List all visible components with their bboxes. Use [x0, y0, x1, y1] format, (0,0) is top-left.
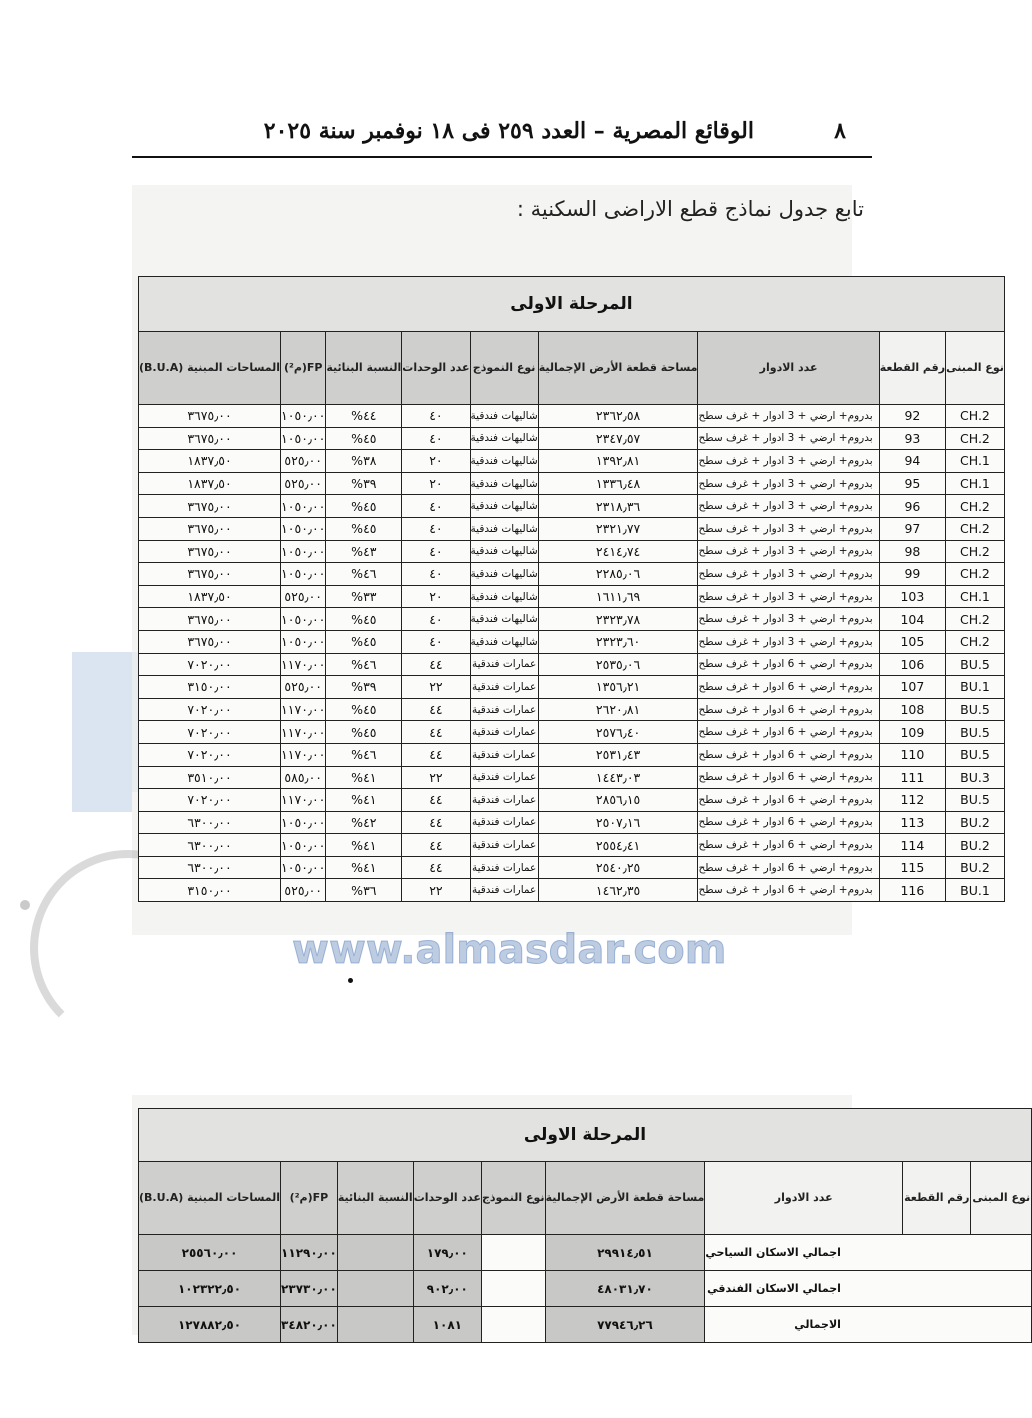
- building-type-cell: BU.3: [946, 766, 1005, 789]
- summary-model-cell: [481, 1235, 545, 1271]
- land-area-cell: ١٤٦٢٫٣٥: [538, 879, 698, 902]
- bua-cell: ٧٠٢٠٫٠٠: [139, 743, 281, 766]
- floors-cell: بدروم+ ارضي + 6 ادوار + غرف سطح: [698, 743, 879, 766]
- units-cell: ٤٠: [402, 495, 470, 518]
- building-type-cell: BU.5: [946, 698, 1005, 721]
- fp-cell: ١٠٥٠٫٠٠: [281, 834, 326, 857]
- fp-cell: ١٠٥٠٫٠٠: [281, 517, 326, 540]
- plot-number-cell: 116: [879, 879, 945, 902]
- table-row: [139, 405, 1005, 428]
- summary-col-units: عدد الوحدات: [413, 1162, 481, 1235]
- plot-number-cell: 103: [879, 585, 945, 608]
- units-cell: ٤٤: [402, 811, 470, 834]
- table-caption: تابع جدول نماذج قطع الاراضى السكنية :: [516, 197, 864, 221]
- summary-model-cell: [481, 1271, 545, 1307]
- model-type-cell: عمارات فندقية: [470, 743, 538, 766]
- floors-cell: بدروم+ ارضي + 6 ادوار + غرف سطح: [698, 811, 879, 834]
- land-area-cell: ٢٥٣٥٫٠٦: [538, 653, 698, 676]
- summary-row: [139, 1307, 1032, 1343]
- floors-cell: بدروم+ ارضي + 3 ادوار + غرف سطح: [698, 405, 879, 428]
- plot-number-cell: 104: [879, 608, 945, 631]
- building-type-cell: BU.1: [946, 879, 1005, 902]
- table-row: [139, 630, 1005, 653]
- floors-cell: بدروم+ ارضي + 3 ادوار + غرف سطح: [698, 495, 879, 518]
- plot-number-cell: 93: [879, 427, 945, 450]
- page-number: ٨: [834, 118, 846, 144]
- summary-col-coverage: النسبة البنائية: [337, 1162, 413, 1235]
- summary-fp-cell: ١١٢٩٠٫٠٠: [281, 1235, 338, 1271]
- plot-number-cell: 94: [879, 450, 945, 473]
- units-cell: ٤٤: [402, 721, 470, 744]
- land-area-cell: ١٤٤٣٫٠٣: [538, 766, 698, 789]
- model-type-cell: شاليهات فندقية: [470, 540, 538, 563]
- land-area-cell: ٢٨٥٦٫١٥: [538, 789, 698, 812]
- table-row: [139, 427, 1005, 450]
- summary-units-cell: ٩٠٢٫٠٠: [413, 1271, 481, 1307]
- model-type-cell: شاليهات فندقية: [470, 405, 538, 428]
- land-area-cell: ١٣٥٦٫٢١: [538, 676, 698, 699]
- summary-fp-cell: ٣٤٨٢٠٫٠٠: [281, 1307, 338, 1343]
- fp-cell: ١٠٥٠٫٠٠: [281, 856, 326, 879]
- plot-number-cell: 111: [879, 766, 945, 789]
- coverage-cell: ٤١%: [326, 834, 402, 857]
- summary-area-cell: ٤٨٠٣١٫٧٠: [545, 1271, 705, 1307]
- building-type-cell: BU.2: [946, 834, 1005, 857]
- building-type-cell: CH.2: [946, 630, 1005, 653]
- plot-number-cell: 99: [879, 563, 945, 586]
- model-type-cell: شاليهات فندقية: [470, 563, 538, 586]
- fp-cell: ٥٨٥٫٠٠: [281, 766, 326, 789]
- summary-bua-cell: ١٢٧٨٨٢٫٥٠: [139, 1307, 281, 1343]
- summary-units-cell: ١٠٨١: [413, 1307, 481, 1343]
- land-area-cell: ٢٣٢١٫٧٧: [538, 517, 698, 540]
- table-row: [139, 676, 1005, 699]
- table-row: [139, 834, 1005, 857]
- table-row: [139, 698, 1005, 721]
- building-type-cell: CH.1: [946, 472, 1005, 495]
- summary-col-land-area: مساحة قطعة الأرض الإجمالية: [545, 1162, 705, 1235]
- floors-cell: بدروم+ ارضي + 3 ادوار + غرف سطح: [698, 450, 879, 473]
- coverage-cell: ٤٥%: [326, 427, 402, 450]
- col-building-type: نوع المبنى: [946, 332, 1005, 405]
- building-type-cell: BU.2: [946, 811, 1005, 834]
- floors-cell: بدروم+ ارضي + 6 ادوار + غرف سطح: [698, 766, 879, 789]
- col-floors: عدد الادوار: [698, 332, 879, 405]
- fp-cell: ١١٧٠٫٠٠: [281, 653, 326, 676]
- summary-coverage-cell: [337, 1271, 413, 1307]
- units-cell: ٢٠: [402, 585, 470, 608]
- coverage-cell: ٤٦%: [326, 563, 402, 586]
- phase-title-row: [139, 277, 1005, 332]
- bua-cell: ٧٠٢٠٫٠٠: [139, 789, 281, 812]
- land-area-cell: ٢٥٣١٫٤٣: [538, 743, 698, 766]
- summary-units-cell: ١٧٩٫٠٠: [413, 1235, 481, 1271]
- floors-cell: بدروم+ ارضي + 3 ادوار + غرف سطح: [698, 517, 879, 540]
- floors-cell: بدروم+ ارضي + 6 ادوار + غرف سطح: [698, 653, 879, 676]
- coverage-cell: ٤٤%: [326, 405, 402, 428]
- col-bua: المساحات المبنية (B.U.A): [139, 332, 281, 405]
- units-cell: ٢٢: [402, 879, 470, 902]
- fp-cell: ١٠٥٠٫٠٠: [281, 563, 326, 586]
- col-land-area: مساحة قطعة الأرض الإجمالية: [538, 332, 698, 405]
- bua-cell: ٦٣٠٠٫٠٠: [139, 811, 281, 834]
- fp-cell: ٥٢٥٫٠٠: [281, 879, 326, 902]
- fp-cell: ١٠٥٠٫٠٠: [281, 495, 326, 518]
- units-cell: ٤٤: [402, 653, 470, 676]
- fp-cell: ١٠٥٠٫٠٠: [281, 630, 326, 653]
- fp-cell: ٥٢٥٫٠٠: [281, 472, 326, 495]
- coverage-cell: ٣٩%: [326, 472, 402, 495]
- summary-model-cell: [481, 1307, 545, 1343]
- units-cell: ٤٠: [402, 608, 470, 631]
- plot-number-cell: 98: [879, 540, 945, 563]
- units-cell: ٤٤: [402, 698, 470, 721]
- bua-cell: ٣٦٧٥٫٠٠: [139, 405, 281, 428]
- table-row: [139, 495, 1005, 518]
- land-area-cell: ٢٣٦٢٫٥٨: [538, 405, 698, 428]
- floors-cell: بدروم+ ارضي + 3 ادوار + غرف سطح: [698, 608, 879, 631]
- table-row: [139, 472, 1005, 495]
- stray-mark: [348, 978, 353, 983]
- summary-fp-cell: ٢٣٧٣٠٫٠٠: [281, 1271, 338, 1307]
- floors-cell: بدروم+ ارضي + 6 ادوار + غرف سطح: [698, 856, 879, 879]
- plot-number-cell: 115: [879, 856, 945, 879]
- table-body: [139, 405, 1005, 902]
- floors-cell: بدروم+ ارضي + 3 ادوار + غرف سطح: [698, 563, 879, 586]
- building-type-cell: CH.2: [946, 427, 1005, 450]
- floors-cell: بدروم+ ارضي + 6 ادوار + غرف سطح: [698, 698, 879, 721]
- plot-number-cell: 114: [879, 834, 945, 857]
- coverage-cell: ٤٥%: [326, 608, 402, 631]
- land-area-cell: ١٣٩٢٫٨١: [538, 450, 698, 473]
- table-row: [139, 563, 1005, 586]
- col-fp: FP(م²): [281, 332, 326, 405]
- watermark-url: www.almasdar.com: [292, 927, 727, 973]
- summary-bua-cell: ٢٥٥٦٠٫٠٠: [139, 1235, 281, 1271]
- model-type-cell: عمارات فندقية: [470, 879, 538, 902]
- building-type-cell: BU.5: [946, 743, 1005, 766]
- summary-col-model-type: نوع النموذج: [481, 1162, 545, 1235]
- summary-coverage-cell: [337, 1307, 413, 1343]
- bua-cell: ٧٠٢٠٫٠٠: [139, 698, 281, 721]
- floors-cell: بدروم+ ارضي + 6 ادوار + غرف سطح: [698, 676, 879, 699]
- bua-cell: ٣٦٧٥٫٠٠: [139, 517, 281, 540]
- building-type-cell: CH.2: [946, 608, 1005, 631]
- summary-label: اجمالي الاسكان الفندقي: [705, 1271, 1032, 1307]
- model-type-cell: شاليهات فندقية: [470, 472, 538, 495]
- plot-number-cell: 109: [879, 721, 945, 744]
- coverage-cell: ٤٢%: [326, 811, 402, 834]
- summary-label: الاجمالي: [705, 1307, 1032, 1343]
- floors-cell: بدروم+ ارضي + 6 ادوار + غرف سطح: [698, 834, 879, 857]
- fp-cell: ٥٢٥٫٠٠: [281, 676, 326, 699]
- summary-col-floors: عدد الادوار: [705, 1162, 903, 1235]
- floors-cell: بدروم+ ارضي + 3 ادوار + غرف سطح: [698, 540, 879, 563]
- coverage-cell: ٤٥%: [326, 630, 402, 653]
- land-area-cell: ٢٥٤٠٫٢٥: [538, 856, 698, 879]
- coverage-cell: ٤٥%: [326, 721, 402, 744]
- units-cell: ٤٠: [402, 405, 470, 428]
- model-type-cell: شاليهات فندقية: [470, 427, 538, 450]
- summary-col-plot-no: رقم القطعة: [903, 1162, 971, 1235]
- model-type-cell: شاليهات فندقية: [470, 608, 538, 631]
- bua-cell: ٦٣٠٠٫٠٠: [139, 834, 281, 857]
- model-type-cell: عمارات فندقية: [470, 856, 538, 879]
- land-area-cell: ٢٥٧٦٫٤٠: [538, 721, 698, 744]
- table-row: [139, 721, 1005, 744]
- watermark-bar-left: [72, 652, 132, 812]
- summary-coverage-cell: [337, 1235, 413, 1271]
- floors-cell: بدروم+ ارضي + 3 ادوار + غرف سطح: [698, 427, 879, 450]
- land-area-cell: ٢٦٢٠٫٨١: [538, 698, 698, 721]
- col-plot-no: رقم القطعة: [879, 332, 945, 405]
- fp-cell: ١١٧٠٫٠٠: [281, 743, 326, 766]
- coverage-cell: ٣٩%: [326, 676, 402, 699]
- model-type-cell: عمارات فندقية: [470, 834, 538, 857]
- fp-cell: ١٠٥٠٫٠٠: [281, 811, 326, 834]
- coverage-cell: ٣٣%: [326, 585, 402, 608]
- model-type-cell: عمارات فندقية: [470, 676, 538, 699]
- units-cell: ٤٠: [402, 563, 470, 586]
- coverage-cell: ٣٦%: [326, 879, 402, 902]
- table-row: [139, 517, 1005, 540]
- summary-header-row: [139, 1162, 1032, 1235]
- bua-cell: ٣٥١٠٫٠٠: [139, 766, 281, 789]
- bua-cell: ١٨٣٧٫٥٠: [139, 450, 281, 473]
- land-area-cell: ٢٥٥٤٫٤١: [538, 834, 698, 857]
- model-type-cell: شاليهات فندقية: [470, 585, 538, 608]
- building-type-cell: CH.2: [946, 405, 1005, 428]
- bua-cell: ٣٦٧٥٫٠٠: [139, 540, 281, 563]
- building-type-cell: CH.2: [946, 495, 1005, 518]
- summary-table: [138, 1108, 1032, 1343]
- building-type-cell: BU.5: [946, 721, 1005, 744]
- fp-cell: ١١٧٠٫٠٠: [281, 721, 326, 744]
- building-type-cell: CH.2: [946, 563, 1005, 586]
- coverage-cell: ٤٣%: [326, 540, 402, 563]
- table-row: [139, 608, 1005, 631]
- bua-cell: ٣٦٧٥٫٠٠: [139, 495, 281, 518]
- summary-area-cell: ٧٧٩٤٦٫٢٦: [545, 1307, 705, 1343]
- units-cell: ٢٠: [402, 450, 470, 473]
- plot-number-cell: 113: [879, 811, 945, 834]
- floors-cell: بدروم+ ارضي + 3 ادوار + غرف سطح: [698, 630, 879, 653]
- building-type-cell: CH.1: [946, 585, 1005, 608]
- seal-dot: [20, 900, 30, 910]
- col-units: عدد الوحدات: [402, 332, 470, 405]
- units-cell: ٤٠: [402, 630, 470, 653]
- units-cell: ٤٤: [402, 789, 470, 812]
- building-type-cell: BU.1: [946, 676, 1005, 699]
- table-row: [139, 766, 1005, 789]
- fp-cell: ١١٧٠٫٠٠: [281, 698, 326, 721]
- model-type-cell: عمارات فندقية: [470, 789, 538, 812]
- table-row: [139, 789, 1005, 812]
- building-type-cell: BU.2: [946, 856, 1005, 879]
- column-header-row: [139, 332, 1005, 405]
- bua-cell: ٣١٥٠٫٠٠: [139, 879, 281, 902]
- table-row: [139, 743, 1005, 766]
- bua-cell: ٦٣٠٠٫٠٠: [139, 856, 281, 879]
- coverage-cell: ٤١%: [326, 856, 402, 879]
- units-cell: ٤٤: [402, 743, 470, 766]
- summary-body: [139, 1235, 1032, 1343]
- summary-bua-cell: ١٠٢٣٢٢٫٥٠: [139, 1271, 281, 1307]
- table-row: [139, 585, 1005, 608]
- units-cell: ٤٤: [402, 834, 470, 857]
- fp-cell: ١٠٥٠٫٠٠: [281, 427, 326, 450]
- floors-cell: بدروم+ ارضي + 3 ادوار + غرف سطح: [698, 585, 879, 608]
- bua-cell: ٣١٥٠٫٠٠: [139, 676, 281, 699]
- bua-cell: ٣٦٧٥٫٠٠: [139, 427, 281, 450]
- col-model-type: نوع النموذج: [470, 332, 538, 405]
- land-area-cell: ٢٢٨٥٫٠٦: [538, 563, 698, 586]
- land-area-cell: ١٣٣٦٫٤٨: [538, 472, 698, 495]
- units-cell: ٤٠: [402, 427, 470, 450]
- plot-number-cell: 105: [879, 630, 945, 653]
- plot-number-cell: 106: [879, 653, 945, 676]
- coverage-cell: ٤١%: [326, 766, 402, 789]
- table-row: [139, 540, 1005, 563]
- floors-cell: بدروم+ ارضي + 6 ادوار + غرف سطح: [698, 789, 879, 812]
- fp-cell: ٥٢٥٫٠٠: [281, 585, 326, 608]
- fp-cell: ١٠٥٠٫٠٠: [281, 405, 326, 428]
- floors-cell: بدروم+ ارضي + 6 ادوار + غرف سطح: [698, 721, 879, 744]
- table-row: [139, 856, 1005, 879]
- model-type-cell: شاليهات فندقية: [470, 450, 538, 473]
- floors-cell: بدروم+ ارضي + 3 ادوار + غرف سطح: [698, 472, 879, 495]
- plot-number-cell: 96: [879, 495, 945, 518]
- land-area-cell: ٢٣٤٧٫٥٧: [538, 427, 698, 450]
- units-cell: ٤٠: [402, 517, 470, 540]
- plots-table: [138, 276, 1005, 902]
- units-cell: ٢٠: [402, 472, 470, 495]
- summary-col-fp: FP(م²): [281, 1162, 338, 1235]
- building-type-cell: BU.5: [946, 653, 1005, 676]
- table-row: [139, 811, 1005, 834]
- bua-cell: ٣٦٧٥٫٠٠: [139, 563, 281, 586]
- bua-cell: ٣٦٧٥٫٠٠: [139, 608, 281, 631]
- table-row: [139, 450, 1005, 473]
- fp-cell: ١١٧٠٫٠٠: [281, 789, 326, 812]
- header-title: الوقائع المصرية – العدد ٢٥٩ فى ١٨ نوفمبر سنة ٢٠٢٥: [263, 118, 754, 144]
- fp-cell: ١٠٥٠٫٠٠: [281, 608, 326, 631]
- fp-cell: ١٠٥٠٫٠٠: [281, 540, 326, 563]
- model-type-cell: عمارات فندقية: [470, 811, 538, 834]
- phase-title: المرحلة الاولى: [139, 277, 1005, 332]
- model-type-cell: شاليهات فندقية: [470, 630, 538, 653]
- building-type-cell: BU.5: [946, 789, 1005, 812]
- model-type-cell: عمارات فندقية: [470, 766, 538, 789]
- summary-label: اجمالي الاسكان السياحي: [705, 1235, 1032, 1271]
- land-area-cell: ١٦١١٫٦٩: [538, 585, 698, 608]
- units-cell: ٢٢: [402, 676, 470, 699]
- summary-col-bua: المساحات المبنية (B.U.A): [139, 1162, 281, 1235]
- land-area-cell: ٢٤١٤٫٧٤: [538, 540, 698, 563]
- table-row: [139, 879, 1005, 902]
- bua-cell: ١٨٣٧٫٥٠: [139, 472, 281, 495]
- bua-cell: ٧٠٢٠٫٠٠: [139, 653, 281, 676]
- plot-number-cell: 92: [879, 405, 945, 428]
- coverage-cell: ٣٨%: [326, 450, 402, 473]
- summary-phase-row: [139, 1109, 1032, 1162]
- model-type-cell: عمارات فندقية: [470, 698, 538, 721]
- model-type-cell: شاليهات فندقية: [470, 517, 538, 540]
- land-area-cell: ٢٣٢٣٫٦٠: [538, 630, 698, 653]
- plot-number-cell: 107: [879, 676, 945, 699]
- summary-row: [139, 1271, 1032, 1307]
- building-type-cell: CH.1: [946, 450, 1005, 473]
- coverage-cell: ٤٥%: [326, 495, 402, 518]
- plot-number-cell: 97: [879, 517, 945, 540]
- model-type-cell: شاليهات فندقية: [470, 495, 538, 518]
- page-header: [132, 108, 872, 158]
- coverage-cell: ٤١%: [326, 789, 402, 812]
- coverage-cell: ٤٥%: [326, 698, 402, 721]
- table-row: [139, 653, 1005, 676]
- bua-cell: ٧٠٢٠٫٠٠: [139, 721, 281, 744]
- units-cell: ٤٤: [402, 856, 470, 879]
- bua-cell: ١٨٣٧٫٥٠: [139, 585, 281, 608]
- plot-number-cell: 95: [879, 472, 945, 495]
- land-area-cell: ٢٣٢٣٫٧٨: [538, 608, 698, 631]
- summary-row: [139, 1235, 1032, 1271]
- coverage-cell: ٤٥%: [326, 517, 402, 540]
- model-type-cell: عمارات فندقية: [470, 653, 538, 676]
- summary-area-cell: ٢٩٩١٤٫٥١: [545, 1235, 705, 1271]
- model-type-cell: عمارات فندقية: [470, 721, 538, 744]
- land-area-cell: ٢٥٠٧٫١٦: [538, 811, 698, 834]
- plot-number-cell: 110: [879, 743, 945, 766]
- summary-col-building-type: نوع المبنى: [971, 1162, 1032, 1235]
- bua-cell: ٣٦٧٥٫٠٠: [139, 630, 281, 653]
- fp-cell: ٥٢٥٫٠٠: [281, 450, 326, 473]
- col-coverage: النسبة البنائية: [326, 332, 402, 405]
- units-cell: ٢٢: [402, 766, 470, 789]
- summary-phase-title: المرحلة الاولى: [139, 1109, 1032, 1162]
- land-area-cell: ٢٣١٨٫٣٦: [538, 495, 698, 518]
- plot-number-cell: 108: [879, 698, 945, 721]
- plot-number-cell: 112: [879, 789, 945, 812]
- building-type-cell: CH.2: [946, 540, 1005, 563]
- building-type-cell: CH.2: [946, 517, 1005, 540]
- coverage-cell: ٤٦%: [326, 653, 402, 676]
- coverage-cell: ٤٦%: [326, 743, 402, 766]
- units-cell: ٤٠: [402, 540, 470, 563]
- floors-cell: بدروم+ ارضي + 6 ادوار + غرف سطح: [698, 879, 879, 902]
